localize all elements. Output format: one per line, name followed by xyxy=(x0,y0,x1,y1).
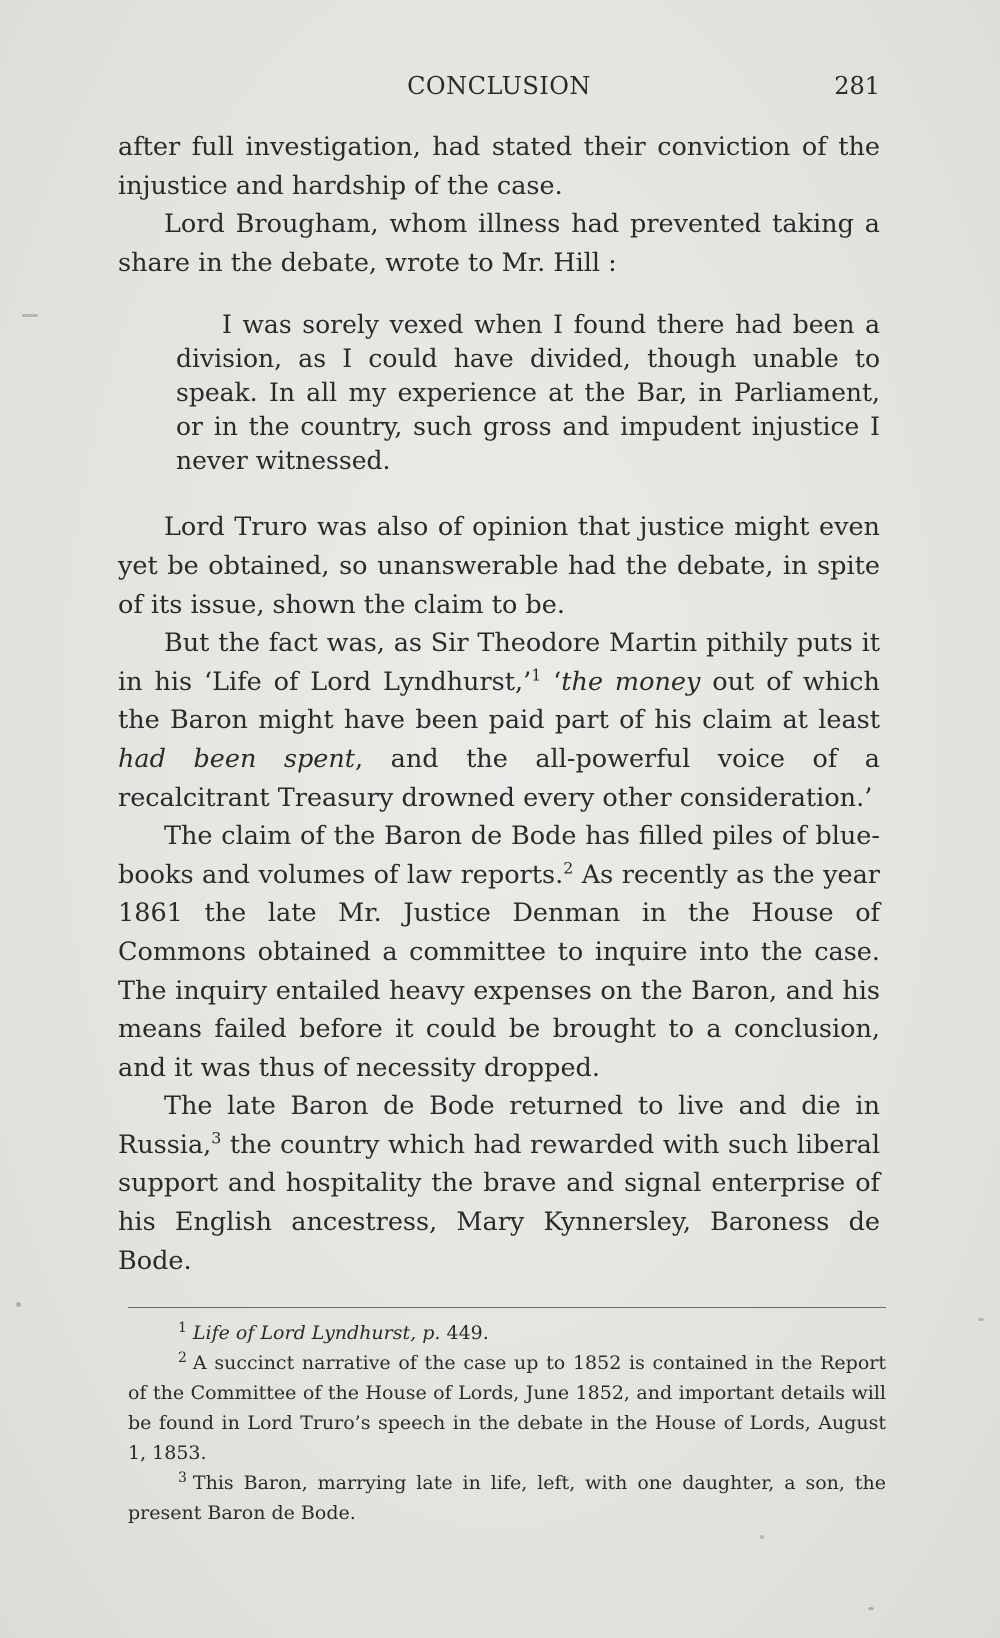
paragraph-claim xyxy=(118,817,880,1087)
footnote-marker: 1 xyxy=(178,1319,187,1336)
text-span: As recently as the year 1861 the late Mr. Justice Denman in the House of Commons obtained a committee to inquire into the case. The inquiry entailed heavy expenses on the Baron, and his means failed before it could be brought to a conclusion, and it was thus of necessity dropped. xyxy=(118,859,880,1083)
footnote-marker: 2 xyxy=(178,1349,187,1366)
text-span: 449. xyxy=(440,1322,489,1344)
text-span: the country which had rewarded with such liberal support and hospitality the brave and signal enterprise of his English ancestress, Mary Kynnersley, Baroness de Bode. xyxy=(118,1129,880,1276)
footnote-3 xyxy=(128,1468,886,1528)
italic-text: the money xyxy=(561,666,701,697)
block-quote: I was sorely vexed when I found there had been a division, as I could have divided, though unable to speak. In all my experience at the Bar, in Parliament, or in the country, such gross and impudent injustice I never witnessed. xyxy=(176,310,880,476)
paper-speck xyxy=(22,314,38,317)
text-span: , and the all-powerful voice of a recalcitrant Treasury drowned every other consideration.’ xyxy=(118,743,880,813)
paragraph-truro: Lord Truro was also of opinion that justice might even yet be obtained, so unanswerable had the debate, in spite of its issue, shown the claim to be. xyxy=(118,512,880,620)
footnote-2 xyxy=(128,1348,886,1468)
running-head: CONCLUSION xyxy=(407,72,591,100)
text-span: ‘ xyxy=(541,666,562,697)
footnote-ref-1: 1 xyxy=(531,665,542,685)
text-span: The late Baron de Bode returned to live and die in Russia, xyxy=(118,1091,880,1160)
footnote-1 xyxy=(128,1318,886,1348)
text-span: This Baron, marrying late in life, left, with one daughter, a son, the present Baron de Bode. xyxy=(128,1472,886,1524)
page-header xyxy=(118,72,880,112)
paragraph-martin xyxy=(118,624,880,817)
paper-speck xyxy=(868,1607,874,1610)
italic-text: Life of Lord Lyndhurst, p. xyxy=(192,1322,441,1344)
footnote-marker: 3 xyxy=(178,1469,187,1486)
italic-text: had been spent xyxy=(118,743,356,774)
text-span: The claim of the Baron de Bode has filled piles of blue-books and volumes of law reports. xyxy=(118,821,880,890)
text-span: A succinct narrative of the case up to 1852 is contained in the Report of the Committee of the House of Lords, June 1852, and important details will be found in Lord Truro’s speech in the debate in the House of Lords, August 1, 1853. xyxy=(128,1352,886,1464)
paper-speck xyxy=(760,1535,764,1539)
body-text xyxy=(118,128,880,1280)
text-span: But the fact was, as Sir Theodore Martin pithily puts it in his ‘Life of Lord Lyndhurst,’ xyxy=(118,628,880,697)
text-span: out of which the Baron might have been paid part of his claim at least xyxy=(118,666,880,736)
paragraph-russia xyxy=(118,1087,880,1280)
footnote-ref-2: 2 xyxy=(563,858,574,878)
paper-speck xyxy=(16,1302,21,1307)
footnotes xyxy=(128,1318,886,1528)
paper-speck xyxy=(978,1318,984,1321)
footnote-rule xyxy=(128,1307,886,1308)
paragraph-continuation: after full investigation, had stated their conviction of the injustice and hardship of the case. xyxy=(118,132,880,201)
footnote-ref-3: 3 xyxy=(211,1128,222,1148)
page-number: 281 xyxy=(834,72,880,100)
paragraph-brougham: Lord Brougham, whom illness had prevented taking a share in the debate, wrote to Mr. Hill : xyxy=(118,209,880,278)
